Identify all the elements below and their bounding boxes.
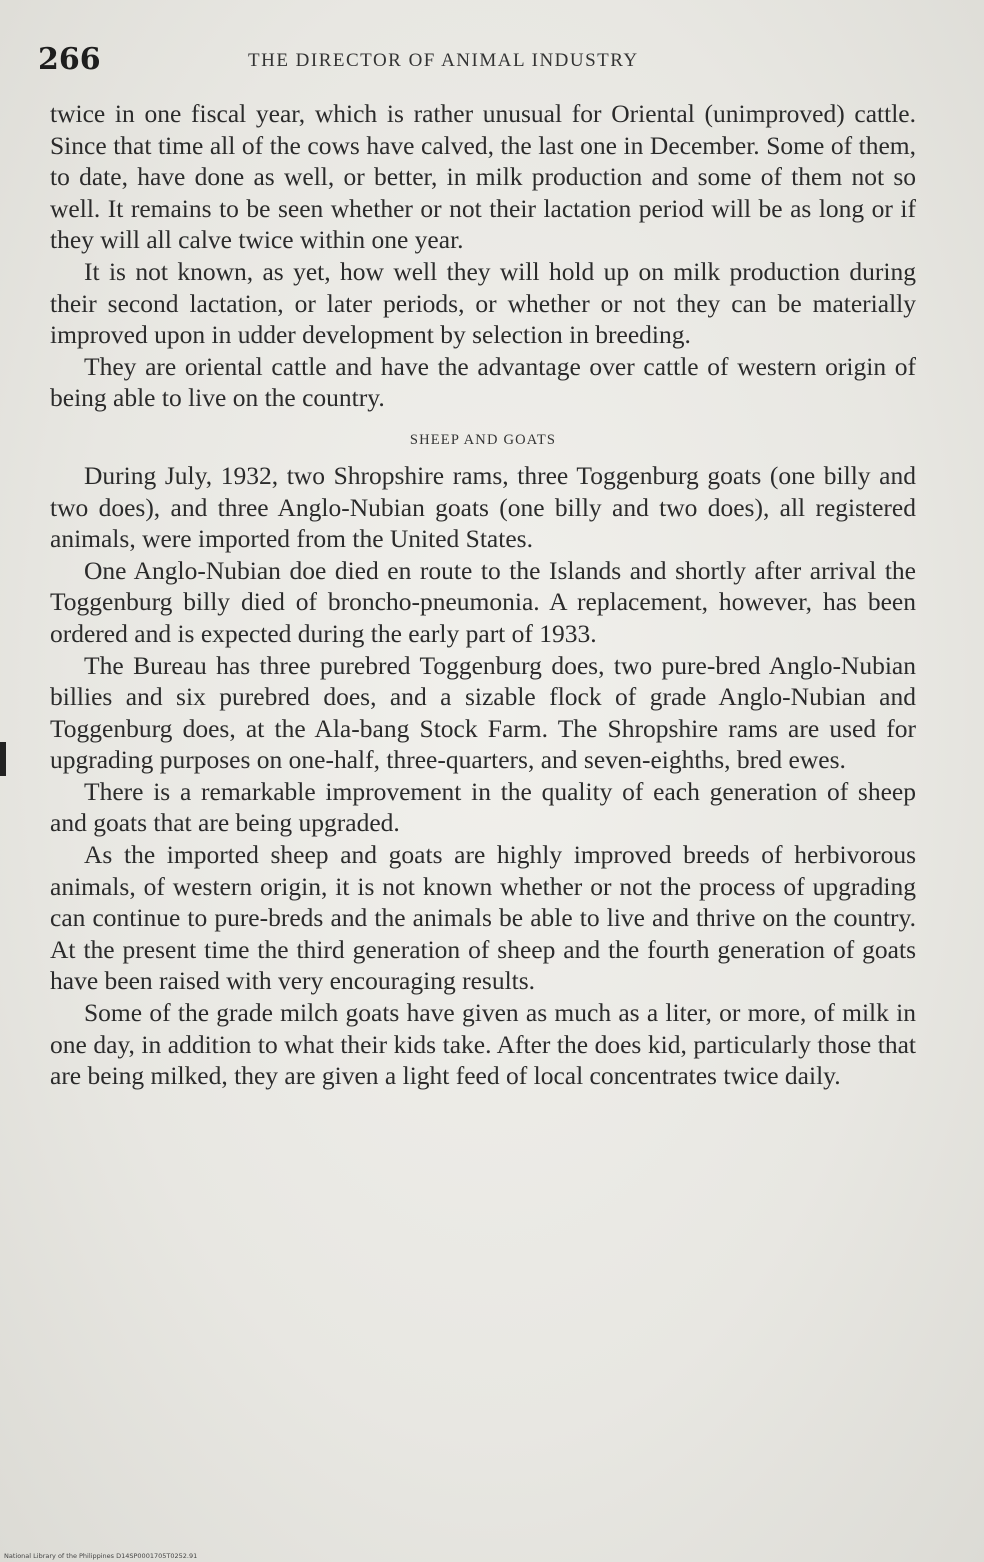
paragraph: They are oriental cattle and have the advantage over cattle of western origin of being able to live on the country.	[50, 351, 916, 413]
paragraph: There is a remarkable improvement in the quality of each generation of sheep and goats that are being upgraded.	[50, 776, 916, 838]
section-heading: SHEEP AND GOATS	[409, 431, 557, 448]
paragraph-continued: twice in one fiscal year, which is rather unusual for Oriental (unimproved) cattle. Since that time all of the cows have calved, the last one in December. Some of them, to date, have done as well, or better, in milk production and some of them not so well. It remains to be seen whether or not their lactation period will be as long or if they will all calve twice within one year.	[50, 99, 916, 255]
page-header	[38, 42, 918, 82]
paragraph: During July, 1932, two Shropshire rams, three Toggenburg goats (one billy and two does), and three Anglo-Nubian goats (one billy and two does), all registered animals, were imported from the United States.	[50, 460, 916, 554]
scan-credit: National Library of the Philippines D14SP0001705T0252.91	[4, 1552, 198, 1560]
paragraph: Some of the grade milch goats have given as much as a liter, or more, of milk in one day, in addition to what their kids take. After the does kid, particularly those that are being milked, they are given a light feed of local concentrates twice daily.	[50, 998, 916, 1091]
scan-edge-mark	[0, 742, 6, 776]
body-text	[50, 98, 916, 1092]
paragraph: One Anglo-Nubian doe died en route to the Islands and shortly after arrival the Toggenburg billy died of broncho-pneumonia. A replacement, however, has been ordered and is expected during the early part of 1933.	[50, 555, 916, 648]
paragraph: It is not known, as yet, how well they will hold up on milk production during their second lactation, or later periods, or whether or not they can be materially improved upon in udder development by selection in breeding.	[50, 256, 916, 350]
paragraph: As the imported sheep and goats are highly improved breeds of herbivorous animals, of western origin, it is not known whether or not the process of upgrading can continue to pure-breds and the animals be able to live and thrive on the country. At the present time the third generation of sheep and the fourth generation of goats have been raised with very encouraging results.	[50, 840, 916, 996]
paragraph: The Bureau has three purebred Toggenburg does, two pure-bred Anglo-Nubian billies and six purebred does, and a sizable flock of grade Anglo-Nubian and Toggenburg does, at the Ala-bang Stock Farm. The Shropshire rams are used for upgrading purposes on one-half, three-quarters, and seven-eighths, bred ewes.	[50, 650, 916, 775]
running-title: THE DIRECTOR OF ANIMAL INDUSTRY	[248, 50, 639, 71]
page-number: 266	[38, 42, 101, 77]
